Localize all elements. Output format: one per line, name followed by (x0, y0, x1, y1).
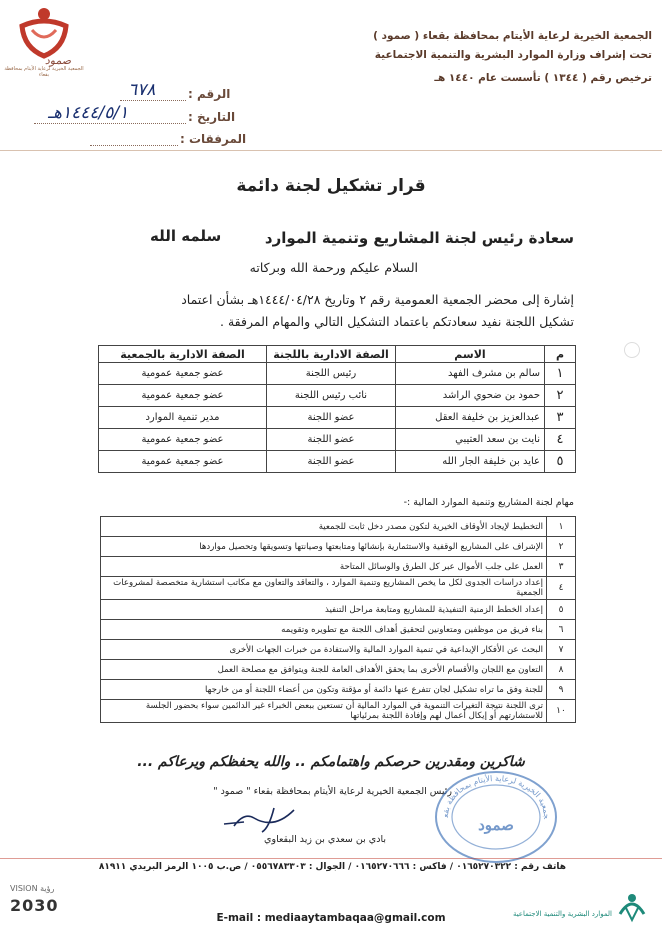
header-divider (0, 150, 662, 151)
date-dotted-line (34, 123, 186, 124)
task-text: البحث عن الأفكار الإبداعية في تنمية الموارد المالية والاستفادة من خبرات الجهات الأخرى (101, 640, 547, 660)
table-row (99, 407, 576, 429)
committee-role: نائب رئيس اللجنة (267, 385, 396, 407)
member-name: سالم بن مشرف الفهد (396, 363, 545, 385)
committee-role: عضو اللجنة (267, 429, 396, 451)
assoc-role: عضو جمعية عمومية (99, 429, 267, 451)
task-num: ٧ (547, 640, 576, 660)
committee-role: عضو اللجنة (267, 407, 396, 429)
task-num: ٢ (547, 537, 576, 557)
task-text: التخطيط لإيجاد الأوقاف الخيرية لتكون مصدر دخل ثابت للجمعية (101, 517, 547, 537)
task-text: للجنة وفق ما تراه تشكيل لجان تتفرع عنها دائمة أو مؤقتة وتكون من أعضاء اللجنة أو من خارجها (101, 680, 547, 700)
col-header-committee-role: الصفة الادارية باللجنة (267, 346, 396, 363)
col-header-name: الاسم (396, 346, 545, 363)
date-label: التاريخ : (188, 110, 236, 124)
greeting: السلام عليكم ورحمة الله وبركاته (249, 260, 418, 275)
member-name: عبدالعزيز بن خليفة العقل (396, 407, 545, 429)
paragraph-line-2: تشكيل اللجنة نفيد سعادتكم باعتماد التشكيل التالي والمهام المرفقة . (220, 314, 574, 329)
stamp-center-text: صمود (478, 816, 514, 834)
row-num: ٥ (545, 451, 576, 473)
table-row (99, 429, 576, 451)
committee-role: رئيس اللجنة (267, 363, 396, 385)
row-num: ١ (545, 363, 576, 385)
task-num: ٥ (547, 600, 576, 620)
addressee: سعادة رئيس لجنة المشاريع وتنمية الموارد (264, 229, 574, 247)
row-num: ٣ (545, 407, 576, 429)
member-name: عايد بن خليفة الجار الله (396, 451, 545, 473)
salutation: سلمه الله (150, 227, 222, 245)
task-text: بناء فريق من موظفين ومتعاونين لتحقيق أهداف اللجنة مع تطويره وتقويمه (101, 620, 547, 640)
assoc-role: عضو جمعية عمومية (99, 451, 267, 473)
svg-text:الجمعية الخيرية لرعاية الأيتام (432, 768, 551, 820)
vision-year: 2030 (10, 896, 59, 915)
logo-name: صمود (44, 54, 72, 67)
table-row (101, 557, 576, 577)
signatory-title: رئيس الجمعية الخيرية لرعاية الأيتام بمحافظة بقعاء " صمود " (213, 786, 452, 797)
vision-label: VISION رؤية (10, 884, 55, 893)
header-org-name: الجمعية الخيرية لرعاية الأيتام بمحافظة بقعاء ( صمود ) (373, 30, 652, 42)
logo-subtitle: الجمعية الخيرية لرعاية الأيتام بمحافظة بقعاء (4, 66, 84, 78)
table-row (101, 537, 576, 557)
email-line: E-mail : mediaaytambaqaa@gmail.com (216, 912, 446, 924)
handwritten-signature (214, 800, 304, 836)
table-row (101, 700, 576, 723)
member-name: نايت بن سعد العتيبي (396, 429, 545, 451)
attachments-label: المرفقات : (180, 132, 247, 146)
number-value: ٦٧٨ (128, 80, 156, 100)
table-row (101, 660, 576, 680)
paragraph-line-1: إشارة إلى محضر الجمعية العمومية رقم ٢ وتاريخ ١٤٤٤/٠٤/٢٨هـ بشأن اعتماد (181, 292, 574, 307)
table-row (101, 640, 576, 660)
table-row (99, 451, 576, 473)
assoc-role: مدير تنمية الموارد (99, 407, 267, 429)
task-num: ٤ (547, 577, 576, 600)
table-row (101, 517, 576, 537)
task-text: إعداد دراسات الجدوى لكل ما يخص المشاريع وتنمية الموارد ، والتعاقد والتعاون مع مكاتب استشارية متخصصة لمشروعات الجمعية (101, 577, 547, 600)
task-num: ١٠ (547, 700, 576, 723)
row-num: ٤ (545, 429, 576, 451)
committee-role: عضو اللجنة (267, 451, 396, 473)
task-text: الإشراف على المشاريع الوقفية والاستثمارية بإنشائها ومتابعتها وصيانتها وتسويقها وتحصيل مواردها (101, 537, 547, 557)
task-num: ٦ (547, 620, 576, 640)
task-num: ١ (547, 517, 576, 537)
table-row (101, 600, 576, 620)
assoc-role: عضو جمعية عمومية (99, 363, 267, 385)
col-header-num: م (545, 346, 576, 363)
task-text: ترى اللجنة نتيجة التغيرات التنموية في الموارد المالية أن تستعين ببعض الخبراء غير الدائمين سواء بحضور الجلسة للاستشارتهم أو إيكال أعمال لهم وإفادة اللجنة بمرئياتها (101, 700, 547, 723)
table-row (101, 620, 576, 640)
task-num: ٩ (547, 680, 576, 700)
task-text: التعاون مع اللجان والأقسام الأخرى بما يحقق الأهداف العامة للجنة ويتوافق مع مصلحة العمل (101, 660, 547, 680)
table-row (101, 680, 576, 700)
document-title: قرار تشكيل لجنة دائمة (236, 176, 426, 196)
footer-divider (0, 858, 662, 859)
tasks-table (100, 516, 576, 723)
task-num: ٨ (547, 660, 576, 680)
table-row (101, 577, 576, 600)
scan-artifact (624, 342, 640, 358)
task-num: ٣ (547, 557, 576, 577)
members-header-row (99, 346, 576, 363)
signatory-name: بادي بن سعدي بن زيد البقعاوي (264, 834, 386, 845)
task-text: إعداد الخطط الزمنية التنفيذية للمشاريع ومتابعة مراحل التنفيذ (101, 600, 547, 620)
task-text: العمل على جلب الأموال عبر كل الطرق والوسائل المتاحة (101, 557, 547, 577)
stamp-outer-text: جمعية الخيرية لرعاية الأيتام بمحافظة بقع (440, 773, 552, 820)
table-row (99, 363, 576, 385)
row-num: ٢ (545, 385, 576, 407)
date-value: ١٤٤٤/٥/١هـ (48, 103, 129, 123)
attachments-dotted-line (90, 145, 178, 146)
number-label: الرقم : (188, 87, 231, 101)
contact-line: هاتف رقم : ٠١٦٥٢٧٠٣٢٢ / فاكس : ٠١٦٥٢٧٠٦٦٦ / الجوال : ٠٥٥٦٧٨٣٣٠٣ / ص.ب ١٠٠٥ الرمز البريدي ٨١٩١١ (98, 862, 566, 872)
member-name: حمود بن ضحوي الراشد (396, 385, 545, 407)
ministry-label: الموارد البشرية والتنمية الاجتماعية (512, 910, 612, 918)
header-supervision: تحت إشراف وزارة الموارد البشرية والتنمية الاجتماعية (374, 49, 652, 61)
closing-line: شاكرين ومقدرين حرصكم واهتمامكم .. والله يحفظكم ويرعاكم ... (137, 754, 525, 770)
members-table (98, 345, 576, 473)
tasks-heading: مهام لجنة المشاريع وتنمية الموارد المالية :- (403, 497, 574, 508)
header-license: ترخيص رقم ( ١٣٤٤ ) تأسست عام ١٤٤٠ هـ (434, 72, 652, 84)
association-logo (8, 4, 78, 68)
number-dotted-line (120, 100, 186, 101)
col-header-assoc-role: الصفة الادارية بالجمعية (99, 346, 267, 363)
assoc-role: عضو جمعية عمومية (99, 385, 267, 407)
official-stamp (432, 768, 560, 866)
table-row (99, 385, 576, 407)
ministry-logo-icon (612, 884, 652, 924)
